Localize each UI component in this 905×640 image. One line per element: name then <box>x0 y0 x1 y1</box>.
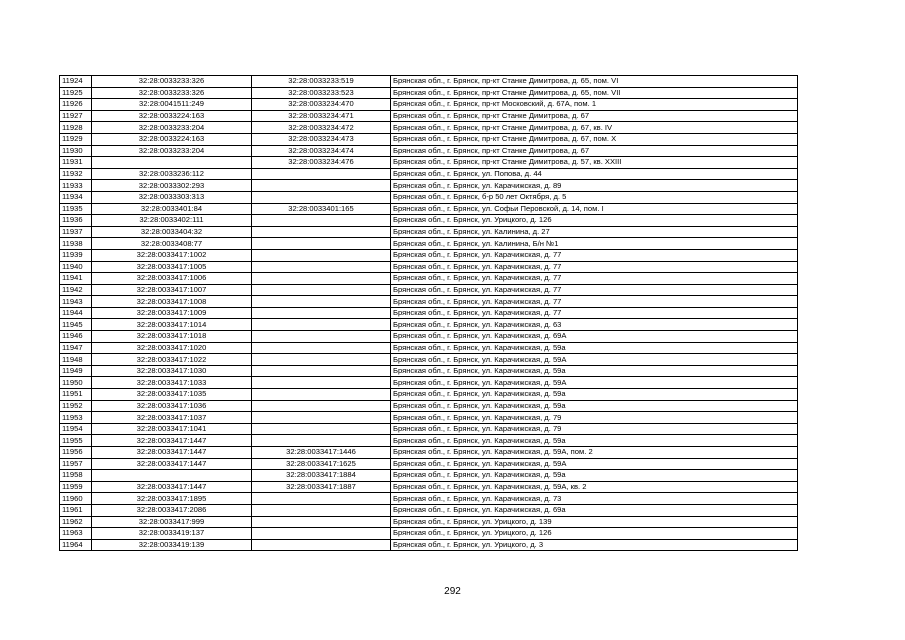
related-cadastral-number-cell <box>252 342 391 354</box>
cadastral-number-cell: 32:28:0033224:163 <box>92 133 252 145</box>
related-cadastral-number-cell <box>252 365 391 377</box>
cadastral-number-cell: 32:28:0033417:1030 <box>92 365 252 377</box>
address-cell: Брянская обл., г. Брянск, ул. Карачижская, д. 59а <box>391 435 798 447</box>
related-cadastral-number-cell: 32:28:0033401:165 <box>252 203 391 215</box>
row-number-cell: 11924 <box>60 76 92 88</box>
address-cell: Брянская обл., г. Брянск, ул. Урицкого, д. 3 <box>391 539 798 551</box>
page-number: 292 <box>444 586 461 597</box>
cadastral-number-cell <box>92 157 252 169</box>
related-cadastral-number-cell <box>252 493 391 505</box>
related-cadastral-number-cell <box>252 226 391 238</box>
related-cadastral-number-cell <box>252 191 391 203</box>
address-cell: Брянская обл., г. Брянск, ул. Карачижская, д. 59А <box>391 354 798 366</box>
row-number-cell: 11926 <box>60 99 92 111</box>
row-number-cell: 11944 <box>60 307 92 319</box>
row-number-cell: 11940 <box>60 261 92 273</box>
row-number-cell: 11945 <box>60 319 92 331</box>
row-number-cell: 11941 <box>60 273 92 285</box>
address-cell: Брянская обл., г. Брянск, ул. Урицкого, д. 126 <box>391 528 798 540</box>
row-number-cell: 11957 <box>60 458 92 470</box>
address-cell: Брянская обл., г. Брянск, ул. Карачижская, д. 77 <box>391 249 798 261</box>
table-row <box>60 145 798 157</box>
table-row <box>60 168 798 180</box>
table-row <box>60 76 798 88</box>
address-cell: Брянская обл., г. Брянск, ул. Карачижская, д. 69А <box>391 331 798 343</box>
address-cell: Брянская обл., г. Брянск, ул. Калинина, Б/н №1 <box>391 238 798 250</box>
table-row <box>60 99 798 111</box>
cadastral-number-cell: 32:28:0033236:112 <box>92 168 252 180</box>
row-number-cell: 11931 <box>60 157 92 169</box>
cadastral-number-cell: 32:28:0033233:326 <box>92 76 252 88</box>
table-row <box>60 470 798 482</box>
related-cadastral-number-cell <box>252 412 391 424</box>
table-row <box>60 261 798 273</box>
related-cadastral-number-cell: 32:28:0033234:473 <box>252 133 391 145</box>
related-cadastral-number-cell <box>252 377 391 389</box>
related-cadastral-number-cell <box>252 539 391 551</box>
row-number-cell: 11960 <box>60 493 92 505</box>
address-cell: Брянская обл., г. Брянск, ул. Карачижская, д. 63 <box>391 319 798 331</box>
related-cadastral-number-cell: 32:28:0033417:1887 <box>252 481 391 493</box>
row-number-cell: 11959 <box>60 481 92 493</box>
cadastral-number-cell: 32:28:0033419:139 <box>92 539 252 551</box>
cadastral-number-cell: 32:28:0033417:1009 <box>92 307 252 319</box>
related-cadastral-number-cell <box>252 215 391 227</box>
table-row <box>60 528 798 540</box>
row-number-cell: 11950 <box>60 377 92 389</box>
address-cell: Брянская обл., г. Брянск, ул. Карачижская, д. 59а <box>391 389 798 401</box>
cadastral-number-cell: 32:28:0033233:204 <box>92 122 252 134</box>
address-cell: Брянская обл., г. Брянск, ул. Карачижская, д. 69а <box>391 504 798 516</box>
address-cell: Брянская обл., г. Брянск, ул. Карачижская, д. 77 <box>391 273 798 285</box>
table-row <box>60 423 798 435</box>
address-cell: Брянская обл., г. Брянск, ул. Карачижская, д. 77 <box>391 261 798 273</box>
address-cell: Брянская обл., г. Брянск, пр-кт Станке Димитрова, д. 67, кв. IV <box>391 122 798 134</box>
cadastral-table <box>59 75 798 551</box>
table-row <box>60 110 798 122</box>
table-row <box>60 157 798 169</box>
table-row <box>60 458 798 470</box>
related-cadastral-number-cell <box>252 516 391 528</box>
cadastral-number-cell: 32:28:0033417:1008 <box>92 296 252 308</box>
address-cell: Брянская обл., г. Брянск, ул. Карачижская, д. 79 <box>391 423 798 435</box>
cadastral-number-cell: 32:28:0033417:1014 <box>92 319 252 331</box>
address-cell: Брянская обл., г. Брянск, ул. Карачижская, д. 59А, пом. 2 <box>391 447 798 459</box>
row-number-cell: 11933 <box>60 180 92 192</box>
cadastral-number-cell: 32:28:0033417:1447 <box>92 435 252 447</box>
row-number-cell: 11927 <box>60 110 92 122</box>
table-row <box>60 319 798 331</box>
related-cadastral-number-cell <box>252 528 391 540</box>
cadastral-number-cell: 32:28:0033417:1018 <box>92 331 252 343</box>
related-cadastral-number-cell: 32:28:0033417:1446 <box>252 447 391 459</box>
row-number-cell: 11932 <box>60 168 92 180</box>
related-cadastral-number-cell <box>252 296 391 308</box>
related-cadastral-number-cell <box>252 261 391 273</box>
cadastral-number-cell: 32:28:0033417:1033 <box>92 377 252 389</box>
address-cell: Брянская обл., г. Брянск, пр-кт Станке Димитрова, д. 67, пом. X <box>391 133 798 145</box>
address-cell: Брянская обл., г. Брянск, б-р 50 лет Октября, д. 5 <box>391 191 798 203</box>
related-cadastral-number-cell: 32:28:0033234:471 <box>252 110 391 122</box>
related-cadastral-number-cell: 32:28:0033234:474 <box>252 145 391 157</box>
address-cell: Брянская обл., г. Брянск, пр-кт Московский, д. 67А, пом. 1 <box>391 99 798 111</box>
related-cadastral-number-cell: 32:28:0033417:1625 <box>252 458 391 470</box>
cadastral-number-cell: 32:28:0033404:32 <box>92 226 252 238</box>
table-row <box>60 249 798 261</box>
row-number-cell: 11929 <box>60 133 92 145</box>
table-row <box>60 296 798 308</box>
address-cell: Брянская обл., г. Брянск, ул. Карачижская, д. 77 <box>391 296 798 308</box>
cadastral-number-cell: 32:28:0033419:137 <box>92 528 252 540</box>
row-number-cell: 11935 <box>60 203 92 215</box>
address-cell: Брянская обл., г. Брянск, пр-кт Станке Димитрова, д. 67 <box>391 145 798 157</box>
row-number-cell: 11946 <box>60 331 92 343</box>
table-body <box>60 76 798 551</box>
table-row <box>60 331 798 343</box>
related-cadastral-number-cell <box>252 400 391 412</box>
cadastral-number-cell: 32:28:0033303:313 <box>92 191 252 203</box>
row-number-cell: 11963 <box>60 528 92 540</box>
row-number-cell: 11939 <box>60 249 92 261</box>
table-row <box>60 365 798 377</box>
table-row <box>60 435 798 447</box>
address-cell: Брянская обл., г. Брянск, ул. Карачижская, д. 73 <box>391 493 798 505</box>
table-row <box>60 203 798 215</box>
table-row <box>60 400 798 412</box>
related-cadastral-number-cell: 32:28:0033234:472 <box>252 122 391 134</box>
row-number-cell: 11947 <box>60 342 92 354</box>
address-cell: Брянская обл., г. Брянск, ул. Карачижская, д. 59А <box>391 377 798 389</box>
table-row <box>60 516 798 528</box>
table-row <box>60 342 798 354</box>
related-cadastral-number-cell: 32:28:0033234:476 <box>252 157 391 169</box>
cadastral-number-cell: 32:28:0033417:1007 <box>92 284 252 296</box>
table-row <box>60 493 798 505</box>
row-number-cell: 11942 <box>60 284 92 296</box>
related-cadastral-number-cell <box>252 389 391 401</box>
table-row <box>60 133 798 145</box>
row-number-cell: 11954 <box>60 423 92 435</box>
cadastral-number-cell: 32:28:0033417:1895 <box>92 493 252 505</box>
table-row <box>60 180 798 192</box>
related-cadastral-number-cell: 32:28:0033233:519 <box>252 76 391 88</box>
related-cadastral-number-cell <box>252 354 391 366</box>
table-row <box>60 273 798 285</box>
address-cell: Брянская обл., г. Брянск, ул. Карачижская, д. 59а <box>391 365 798 377</box>
address-cell: Брянская обл., г. Брянск, ул. Софьи Перовской, д. 14, пом. I <box>391 203 798 215</box>
related-cadastral-number-cell <box>252 168 391 180</box>
related-cadastral-number-cell <box>252 423 391 435</box>
address-cell: Брянская обл., г. Брянск, пр-кт Станке Димитрова, д. 57, кв. XXIII <box>391 157 798 169</box>
cadastral-number-cell: 32:28:0041511:249 <box>92 99 252 111</box>
related-cadastral-number-cell <box>252 307 391 319</box>
related-cadastral-number-cell <box>252 238 391 250</box>
related-cadastral-number-cell <box>252 284 391 296</box>
row-number-cell: 11962 <box>60 516 92 528</box>
cadastral-number-cell: 32:28:0033417:1447 <box>92 447 252 459</box>
cadastral-number-cell <box>92 470 252 482</box>
related-cadastral-number-cell <box>252 180 391 192</box>
table-row <box>60 191 798 203</box>
cadastral-number-cell: 32:28:0033417:1036 <box>92 400 252 412</box>
row-number-cell: 11938 <box>60 238 92 250</box>
address-cell: Брянская обл., г. Брянск, ул. Калинина, д. 27 <box>391 226 798 238</box>
address-cell: Брянская обл., г. Брянск, ул. Попова, д. 44 <box>391 168 798 180</box>
table-row <box>60 377 798 389</box>
row-number-cell: 11930 <box>60 145 92 157</box>
address-cell: Брянская обл., г. Брянск, ул. Карачижская, д. 77 <box>391 307 798 319</box>
row-number-cell: 11964 <box>60 539 92 551</box>
related-cadastral-number-cell <box>252 319 391 331</box>
row-number-cell: 11949 <box>60 365 92 377</box>
cadastral-number-cell: 32:28:0033417:1041 <box>92 423 252 435</box>
cadastral-number-cell: 32:28:0033417:1005 <box>92 261 252 273</box>
table-row <box>60 87 798 99</box>
row-number-cell: 11956 <box>60 447 92 459</box>
related-cadastral-number-cell <box>252 331 391 343</box>
cadastral-number-cell: 32:28:0033224:163 <box>92 110 252 122</box>
table-row <box>60 354 798 366</box>
address-cell: Брянская обл., г. Брянск, ул. Карачижская, д. 59А <box>391 458 798 470</box>
address-cell: Брянская обл., г. Брянск, ул. Урицкого, д. 139 <box>391 516 798 528</box>
table-row <box>60 307 798 319</box>
cadastral-number-cell: 32:28:0033233:326 <box>92 87 252 99</box>
address-cell: Брянская обл., г. Брянск, ул. Карачижская, д. 59а <box>391 400 798 412</box>
table-row <box>60 389 798 401</box>
related-cadastral-number-cell <box>252 249 391 261</box>
table-row <box>60 215 798 227</box>
table-row <box>60 504 798 516</box>
related-cadastral-number-cell: 32:28:0033417:1884 <box>252 470 391 482</box>
cadastral-number-cell: 32:28:0033302:293 <box>92 180 252 192</box>
cadastral-number-cell: 32:28:0033417:2086 <box>92 504 252 516</box>
row-number-cell: 11925 <box>60 87 92 99</box>
row-number-cell: 11953 <box>60 412 92 424</box>
related-cadastral-number-cell <box>252 273 391 285</box>
row-number-cell: 11948 <box>60 354 92 366</box>
address-cell: Брянская обл., г. Брянск, ул. Карачижская, д. 89 <box>391 180 798 192</box>
table-row <box>60 539 798 551</box>
row-number-cell: 11937 <box>60 226 92 238</box>
cadastral-number-cell: 32:28:0033401:84 <box>92 203 252 215</box>
row-number-cell: 11955 <box>60 435 92 447</box>
related-cadastral-number-cell <box>252 435 391 447</box>
table-row <box>60 238 798 250</box>
cadastral-number-cell: 32:28:0033417:1035 <box>92 389 252 401</box>
cadastral-number-cell: 32:28:0033417:1006 <box>92 273 252 285</box>
table-row <box>60 481 798 493</box>
cadastral-number-cell: 32:28:0033417:1447 <box>92 481 252 493</box>
row-number-cell: 11936 <box>60 215 92 227</box>
related-cadastral-number-cell <box>252 504 391 516</box>
row-number-cell: 11958 <box>60 470 92 482</box>
address-cell: Брянская обл., г. Брянск, ул. Карачижская, д. 77 <box>391 284 798 296</box>
table-row <box>60 226 798 238</box>
cadastral-number-cell: 32:28:0033417:1037 <box>92 412 252 424</box>
address-cell: Брянская обл., г. Брянск, ул. Урицкого, д. 126 <box>391 215 798 227</box>
cadastral-number-cell: 32:28:0033402:111 <box>92 215 252 227</box>
table-row <box>60 447 798 459</box>
row-number-cell: 11934 <box>60 191 92 203</box>
address-cell: Брянская обл., г. Брянск, пр-кт Станке Димитрова, д. 65, пом. VII <box>391 87 798 99</box>
cadastral-number-cell: 32:28:0033233:204 <box>92 145 252 157</box>
table-row <box>60 284 798 296</box>
cadastral-number-cell: 32:28:0033417:1447 <box>92 458 252 470</box>
address-cell: Брянская обл., г. Брянск, ул. Карачижская, д. 59а <box>391 470 798 482</box>
related-cadastral-number-cell: 32:28:0033234:470 <box>252 99 391 111</box>
row-number-cell: 11961 <box>60 504 92 516</box>
row-number-cell: 11928 <box>60 122 92 134</box>
cadastral-number-cell: 32:28:0033417:1020 <box>92 342 252 354</box>
row-number-cell: 11951 <box>60 389 92 401</box>
related-cadastral-number-cell: 32:28:0033233:523 <box>252 87 391 99</box>
address-cell: Брянская обл., г. Брянск, ул. Карачижская, д. 59А, кв. 2 <box>391 481 798 493</box>
row-number-cell: 11952 <box>60 400 92 412</box>
cadastral-number-cell: 32:28:0033417:999 <box>92 516 252 528</box>
row-number-cell: 11943 <box>60 296 92 308</box>
table-row <box>60 412 798 424</box>
cadastral-number-cell: 32:28:0033417:1002 <box>92 249 252 261</box>
address-cell: Брянская обл., г. Брянск, ул. Карачижская, д. 79 <box>391 412 798 424</box>
cadastral-number-cell: 32:28:0033408:77 <box>92 238 252 250</box>
table-row <box>60 122 798 134</box>
address-cell: Брянская обл., г. Брянск, пр-кт Станке Димитрова, д. 67 <box>391 110 798 122</box>
cadastral-number-cell: 32:28:0033417:1022 <box>92 354 252 366</box>
address-cell: Брянская обл., г. Брянск, пр-кт Станке Димитрова, д. 65, пом. VI <box>391 76 798 88</box>
address-cell: Брянская обл., г. Брянск, ул. Карачижская, д. 59а <box>391 342 798 354</box>
